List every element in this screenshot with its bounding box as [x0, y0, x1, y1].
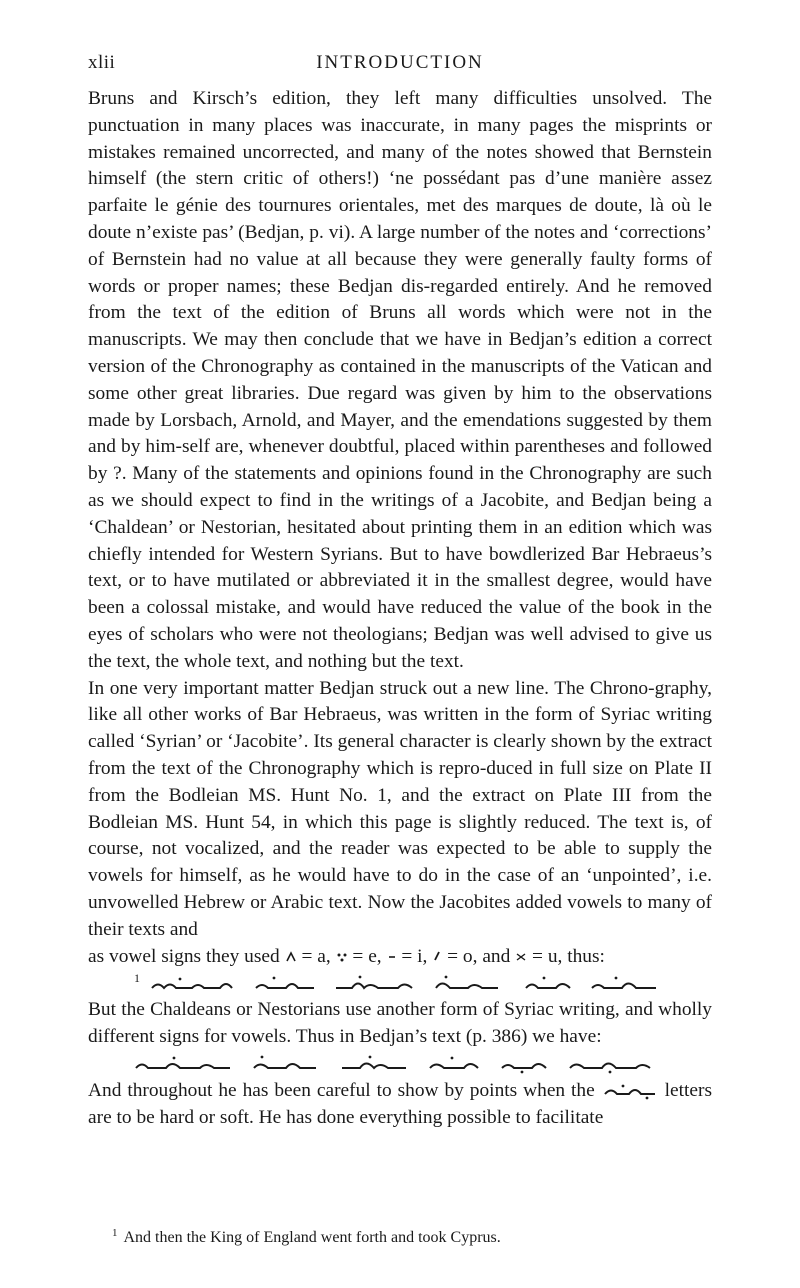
page-header	[88, 52, 712, 82]
syriac-nestorian-script-icon	[130, 1053, 670, 1075]
points-text-end: letters are to be hard or soft. He has done everything possible to facilitate	[88, 1079, 712, 1128]
vowel-sign-a-icon	[285, 950, 297, 964]
footnote-text: And then the King of England went forth and took Cyprus.	[123, 1229, 501, 1246]
footnote	[112, 1228, 712, 1249]
folio-number: xlii	[88, 52, 116, 73]
syriac-nestorian-example	[88, 1051, 712, 1078]
vowel-signs-line	[88, 944, 712, 971]
paragraph-points	[88, 1078, 712, 1132]
running-head: INTRODUCTION	[316, 52, 484, 73]
footnote-reference: 1	[134, 971, 140, 986]
syriac-begadkepat-word-icon	[601, 1082, 659, 1100]
body-text	[88, 86, 712, 1131]
paragraph-syriac-writing: In one very important matter Bedjan struck out a new line. The Chrono-graphy, like all other works of Bar Hebraeus, was written in the form of Syriac writing called ‘Syrian’ or ‘Jacobite’. Its general character is clearly shown by the extract from the text of the Chronography which is repro-duced in full size on Plate II from the Bodleian MS. Hunt No. 1, and the extract on Plate III from the Bodleian MS. Hunt 54, in which this page is slightly reduced. The text is, of course, not vocalized, and the reader was expected to be able to supply the vowels for himself, as he would have to do in the case of an ‘unpointed’, i.e. unvowelled Hebrew or Arabic text. Now the Jacobites added vowels to many of their texts and	[88, 677, 712, 940]
vowel-o-value: = o, and	[447, 945, 511, 967]
vowel-u-value: = u, thus:	[532, 945, 605, 967]
syriac-jacobite-script-icon	[146, 973, 666, 995]
vowel-sign-e-icon	[336, 950, 348, 964]
vowel-i-value: = i,	[401, 945, 428, 967]
vowel-sign-o-icon	[432, 950, 442, 964]
syriac-jacobite-example	[88, 970, 712, 997]
paragraph-chaldean-intro: But the Chaldeans or Nestorians use another form of Syriac writing, and wholly different signs for vowels. Thus in Bedjan’s text (p. 386) we have:	[88, 999, 712, 1048]
vowel-a-value: = a,	[301, 945, 331, 967]
footnote-number: 1	[112, 1227, 118, 1239]
vowel-e-value: = e,	[352, 945, 382, 967]
vowel-sign-i-icon	[387, 950, 397, 964]
paragraph-bedjan-edition: Bruns and Kirsch’s edition, they left many difficulties unsolved. The punctuation in many places was inaccurate, in many pages the misprints or mistakes remained uncorrected, and many of the notes showed that Bernstein himself (the stern critic of others!) ‘ne possédant pas d’une manière assez parfaite le génie des tournures orientales, met des marques de doute, là où le doute n’existe pas’ (Bedjan, p. vi). A large number of the notes and ‘corrections’ of Bernstein had no value at all because they were generally faulty forms of words or proper names; these Bedjan dis-regarded entirely. And he removed from the text of the edition of Bruns all words which were not in the manuscripts. We may then conclude that we have in Bedjan’s edition a correct version of the Chronography as contained in the manuscripts of the Vatican and some other great libraries. Due regard was given by him to the observations made by Lorsbach, Arnold, and Mayer, and the emendations suggested by them and by him-self are, whenever doubtful, placed within parentheses and followed by ?. Many of the statements and opinions found in the Chronography are such as we should expect to find in the writings of a Jacobite, and Bedjan being a ‘Chaldean’ or Nestorian, hesitated about printing them in an edition which was chiefly intended for Western Syrians. But to have bowdlerized Bar Hebraeus’s text, or to have mutilated or abbreviated it in the smallest degree, would have been a colossal mistake, and would have reduced the value of the book in the eyes of scholars who were not theologians; Bedjan was well advised to give us the text, the whole text, and nothing but the text.	[88, 88, 712, 672]
vowel-sign-u-icon	[515, 950, 527, 964]
vowel-intro: as vowel signs they used	[88, 945, 280, 967]
points-text-start: And throughout he has been careful to show by points when the	[88, 1079, 595, 1101]
